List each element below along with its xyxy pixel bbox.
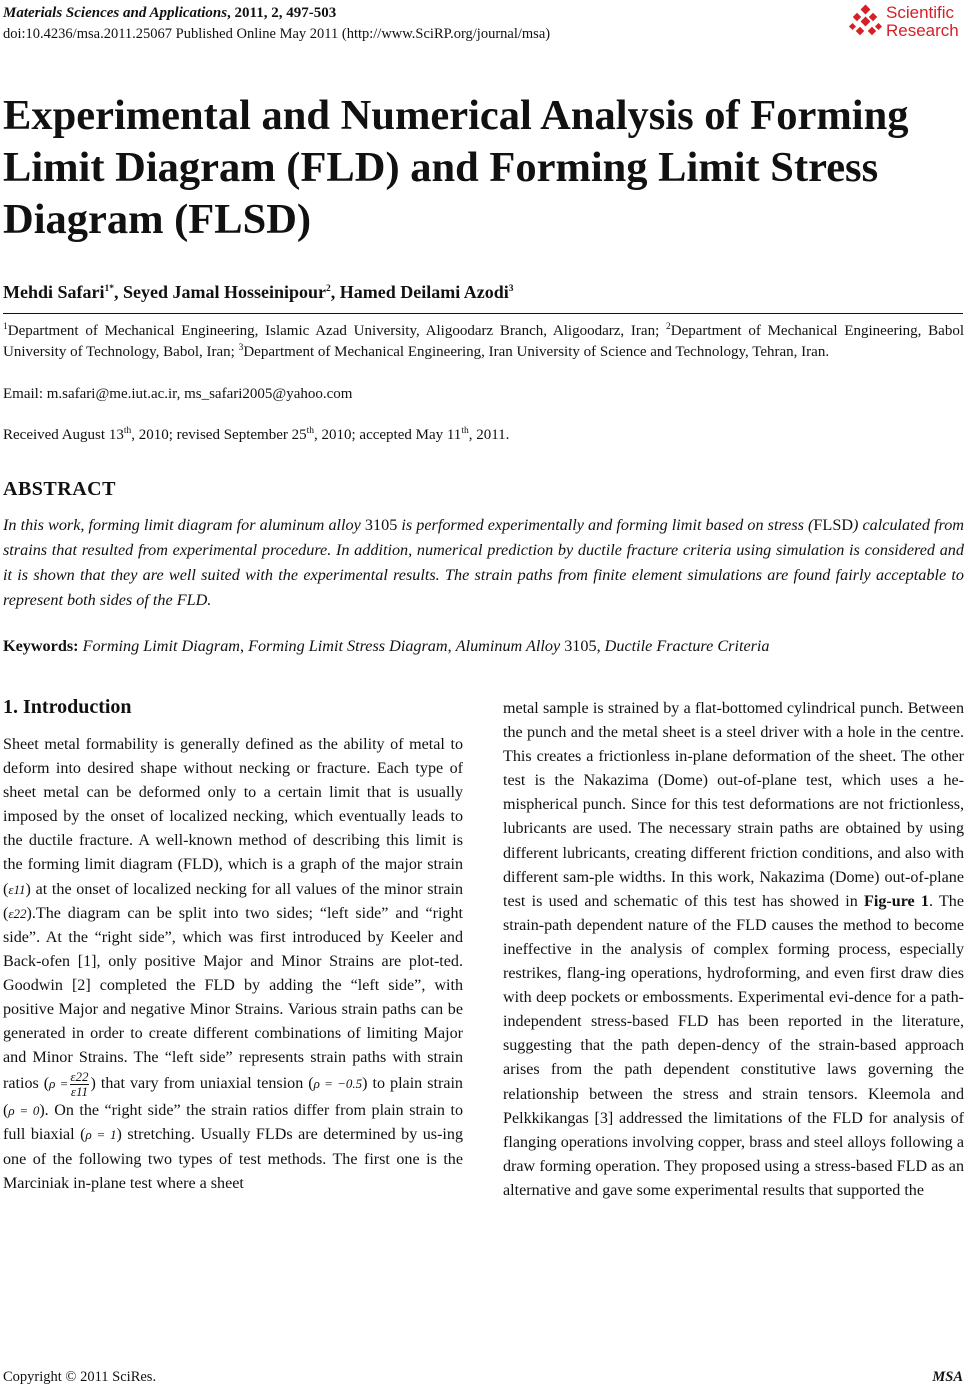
abstract-text: is performed experimentally and forming limit based on stress ( <box>397 516 814 534</box>
math-symbol: ε11 <box>8 881 26 897</box>
year-text: , 2011. <box>468 427 510 443</box>
paragraph-text: metal sample is strained by a flat-bottomed cylindrical punch. Between the punch and the metal sheet is a steel driver with a hole in the centre. This creates a frictionless in-plane deformation of the sheet. The other test is the Nakazima (Dome) out-of-plane test, which uses a he-mispherical punch. Since for this test deformations are not frictionless, lubricants are used. The necessary strain paths are obtained by using different lubricants, creating different friction conditions, and also with different sam-ple widths. In this work, Nakazima (Dome) out-of-plane test is used and schematic of this test has showed in <box>503 700 964 910</box>
contact-email[interactable]: Email: m.safari@me.iut.ac.ir, ms_safari2005@yahoo.com <box>3 386 353 402</box>
journal-volume: , 2011, 2, 497-503 <box>227 5 337 21</box>
revised-date: , 2010; revised September 25 <box>131 427 307 443</box>
keyword: Aluminum Alloy <box>455 637 561 655</box>
affiliation-text: Department of Mechanical Engineering, Iran University of Science and Technology, Tehran, Iran. <box>243 344 830 360</box>
paragraph-text: ).The diagram can be split into two sides; “left side” and “right side”. At the “right side”, which was first introduced by Keeler and Back-ofen [1], only positive Major and Minor Strains are plot-ted. Goodwin [2] completed the FLD by adding the “left side”, with positive Major and negative Minor Strains. Various strain paths can be generated in order to create different combinations of limiting Major and Minor Strains. The “left side” represents strain paths with strain ratios ( <box>3 904 463 1093</box>
publisher-logo <box>848 2 966 42</box>
affiliation-text: Department of Mechanical Engineering, Babol University of Technology, Babol, Iran; <box>3 323 964 360</box>
keyword: Forming Limit Diagram <box>82 637 240 655</box>
journal-name: Materials Sciences and Applications <box>3 5 228 21</box>
author-separator: , <box>330 282 340 302</box>
author-list <box>3 282 514 303</box>
author-name: Seyed Jamal Hosseinipour <box>123 282 327 302</box>
ordinal-suffix: th <box>306 426 314 436</box>
author-marker: 2 <box>326 284 331 294</box>
author-marker: 3 <box>508 284 514 294</box>
math-symbol: ε22 <box>8 905 27 921</box>
keyword-separator: , <box>239 637 249 655</box>
keyword: Ductile Fracture Criteria <box>604 637 770 655</box>
received-date: Received August 13 <box>3 427 124 443</box>
keywords-colon: : <box>73 637 79 655</box>
abstract-text: In this work, forming limit diagram for aluminum alloy <box>3 516 365 534</box>
scientific-research-logo-icon <box>848 4 884 40</box>
alloy-number: 3105 <box>364 516 398 534</box>
journal-header <box>3 3 550 45</box>
logo-text-line2: Research <box>886 21 959 40</box>
paragraph-text: . The strain-path dependent nature of the FLD causes the method to become ineffective in the analysis of complex forming process, especially restrikes, flang-ing operations, hydroforming, and even first draw dies with deep pockets or embossments. Experimental evi-dence for a path-independent stress-based FLD has been reported in the literature, suggesting that the path depen-dency of the strain-based approach arises from the path dependent constitutive laws governing the relationship between the stress and strain tensors. Kleemola and Pelkkikangas [3] addressed the limitations of the FLD for analysis of flanging operations involving copper, brass and steel alloys following a draw forming operation. They proposed using a stress-based FLD as an alternative and gave some experimental results that supported the <box>503 892 964 1199</box>
keyword: Forming Limit Stress Diagram <box>248 637 448 655</box>
author-name: Mehdi Safari <box>3 282 105 302</box>
math-symbol: ρ = 1 <box>85 1127 117 1143</box>
paragraph-text: ). On the “right side” the strain ratios differ from plain strain to full biaxial ( <box>3 1102 463 1144</box>
keywords <box>3 637 770 656</box>
footer-journal-abbr: MSA <box>932 1369 963 1385</box>
strain-ratio-fraction <box>70 1070 88 1099</box>
keyword-separator: , <box>596 637 605 655</box>
paragraph-text: ) that vary from uniaxial tension ( <box>90 1075 314 1093</box>
abstract-body <box>3 513 964 613</box>
math-symbol: ρ = 0 <box>8 1103 40 1119</box>
intro-left-column <box>3 733 463 1196</box>
section-heading: 1. Introduction <box>3 696 132 718</box>
intro-right-column <box>503 697 964 1203</box>
paragraph-text: ) at the onset of localized necking for all values of the minor strain ( <box>3 880 463 922</box>
received-dates <box>3 427 509 444</box>
abstract-text: ) calculated from strains that resulted from experimental procedure. In addition, numerical prediction by ductile fracture criteria using simulation is considered and it is shown that they are well suited with the experimental results. The strain paths from finite element simulations are found fairly acceptable to represent both sides of the FLD. <box>3 516 964 609</box>
abstract-heading: ABSTRACT <box>3 478 116 500</box>
affiliation-marker: 3 <box>238 343 244 353</box>
paragraph-text: ) stretching. Usually FLDs are determined by us-ing one of the following two types of test methods. The first one is the Marciniak in-plane test where a sheet <box>3 1126 463 1192</box>
author-name: Hamed Deilami Azodi <box>339 282 509 302</box>
math-symbol: ρ = <box>49 1076 69 1092</box>
doi-line[interactable]: doi:10.4236/msa.2011.25067 Published Online May 2011 (http://www.SciRP.org/journal/msa) <box>3 26 551 42</box>
fraction-denominator: ε11 <box>70 1084 89 1100</box>
fraction-numerator: ε22 <box>70 1069 89 1085</box>
affiliation-text: Department of Mechanical Engineering, Islamic Azad University, Aligoodarz Branch, Aligoodarz, Iran; <box>7 323 667 339</box>
ordinal-suffix: th <box>461 426 469 436</box>
journal-citation <box>3 3 550 24</box>
figure-reference[interactable]: Fig-ure 1 <box>864 892 929 910</box>
affiliations <box>3 321 964 363</box>
math-symbol: ρ = −0.5 <box>313 1076 363 1092</box>
title-divider <box>3 313 963 314</box>
ordinal-suffix: th <box>123 426 132 436</box>
affiliation-marker: 1 <box>3 322 8 332</box>
keywords-label: Keywords <box>3 637 74 655</box>
keyword-separator: , <box>447 637 456 655</box>
keyword-alloy-number: 3105 <box>564 637 597 655</box>
accepted-date: , 2010; accepted May 11 <box>314 427 462 443</box>
author-marker: 1* <box>104 284 114 294</box>
flsd-acronym: FLSD <box>813 516 854 534</box>
author-separator: , <box>114 282 123 302</box>
footer-copyright: Copyright © 2011 SciRes. <box>3 1369 157 1385</box>
paper-title: Experimental and Numerical Analysis of Forming Limit Diagram (FLD) and Forming Limit Stress Diagram (FLSD) <box>3 92 909 243</box>
paragraph-text: ) to plain strain ( <box>3 1075 463 1120</box>
paragraph-text: Sheet metal formability is generally defined as the ability of metal to deform into desired shape without necking or fracture. Each type of sheet metal can be deformed only to a certain limit that is usually imposed by the onset of localized necking, which eventually leads to the ductile fracture. A well-known method of describing this limit is the forming limit diagram (FLD), which is a graph of the major strain ( <box>3 736 463 898</box>
logo-text-line1: Scientific <box>886 3 955 22</box>
affiliation-marker: 2 <box>666 322 671 332</box>
